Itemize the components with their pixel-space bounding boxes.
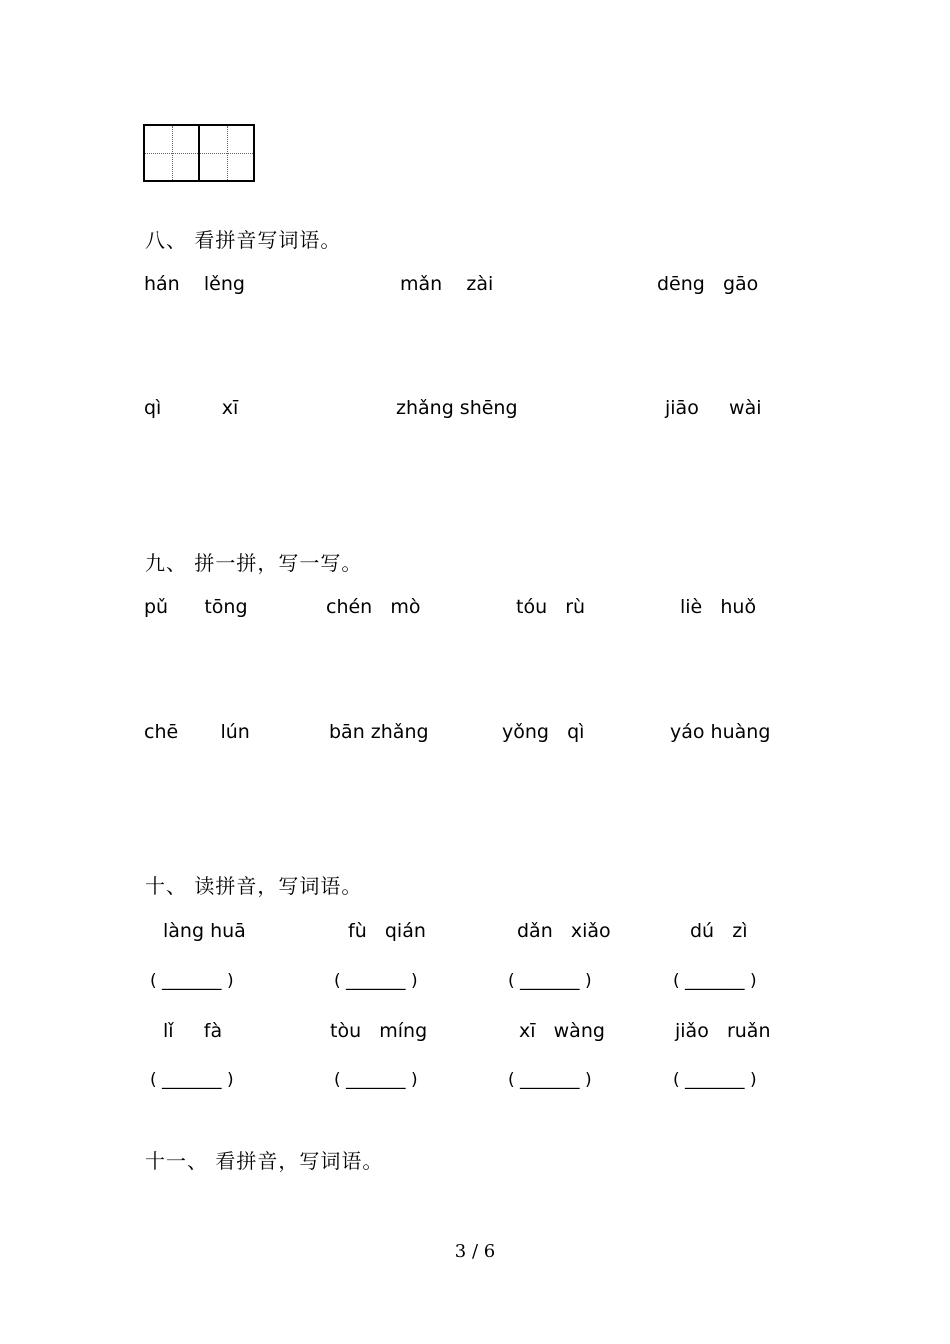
answer-blank[interactable]: ( _______ ) xyxy=(150,1070,234,1090)
pinyin-word: zhǎng shēng xyxy=(396,397,518,419)
pinyin-word: mǎn zài xyxy=(400,273,494,295)
grid-guide-vertical xyxy=(227,126,228,180)
page-number: 3 / 6 xyxy=(454,1241,496,1262)
pinyin-word: chén mò xyxy=(326,596,421,618)
answer-blank[interactable]: ( _______ ) xyxy=(673,971,757,991)
pinyin-word: chē lún xyxy=(144,721,250,743)
pinyin-word: yáo huàng xyxy=(670,721,771,743)
answer-blank[interactable]: ( _______ ) xyxy=(508,971,592,991)
answer-blank[interactable]: ( _______ ) xyxy=(150,971,234,991)
pinyin-word: hán lěng xyxy=(144,273,245,295)
pinyin-word: xī wàng xyxy=(519,1020,605,1042)
pinyin-word: jiǎo ruǎn xyxy=(675,1020,771,1042)
section-9-heading: 九、 拼一拼，写一写。 xyxy=(145,551,363,575)
pinyin-word: làng huā xyxy=(163,920,246,942)
section-11-heading: 十一、 看拼音，写词语。 xyxy=(145,1149,384,1173)
pinyin-word: dēng gāo xyxy=(657,273,759,295)
section-10-heading: 十、 读拼音，写词语。 xyxy=(145,874,363,898)
grid-guide-vertical xyxy=(172,126,173,180)
answer-blank[interactable]: ( _______ ) xyxy=(334,1070,418,1090)
grid-cell[interactable] xyxy=(143,124,200,182)
answer-blank[interactable]: ( _______ ) xyxy=(673,1070,757,1090)
pinyin-word: fù qián xyxy=(348,920,426,942)
pinyin-word: tóu rù xyxy=(516,596,586,618)
grid-cell[interactable] xyxy=(200,124,255,182)
writing-grid xyxy=(143,124,255,180)
pinyin-word: dú zì xyxy=(690,920,748,942)
answer-blank[interactable]: ( _______ ) xyxy=(334,971,418,991)
pinyin-word: qì xī xyxy=(144,397,239,419)
pinyin-word: bān zhǎng xyxy=(329,721,429,743)
pinyin-word: liè huǒ xyxy=(680,596,757,618)
pinyin-word: yǒng qì xyxy=(502,721,585,743)
pinyin-word: tòu míng xyxy=(330,1020,428,1042)
pinyin-word: lǐ fà xyxy=(163,1020,223,1042)
pinyin-word: dǎn xiǎo xyxy=(517,920,611,942)
section-8-heading: 八、 看拼音写词语。 xyxy=(145,228,342,252)
pinyin-word: jiāo wài xyxy=(665,397,762,419)
pinyin-word: pǔ tōng xyxy=(144,596,248,618)
answer-blank[interactable]: ( _______ ) xyxy=(508,1070,592,1090)
